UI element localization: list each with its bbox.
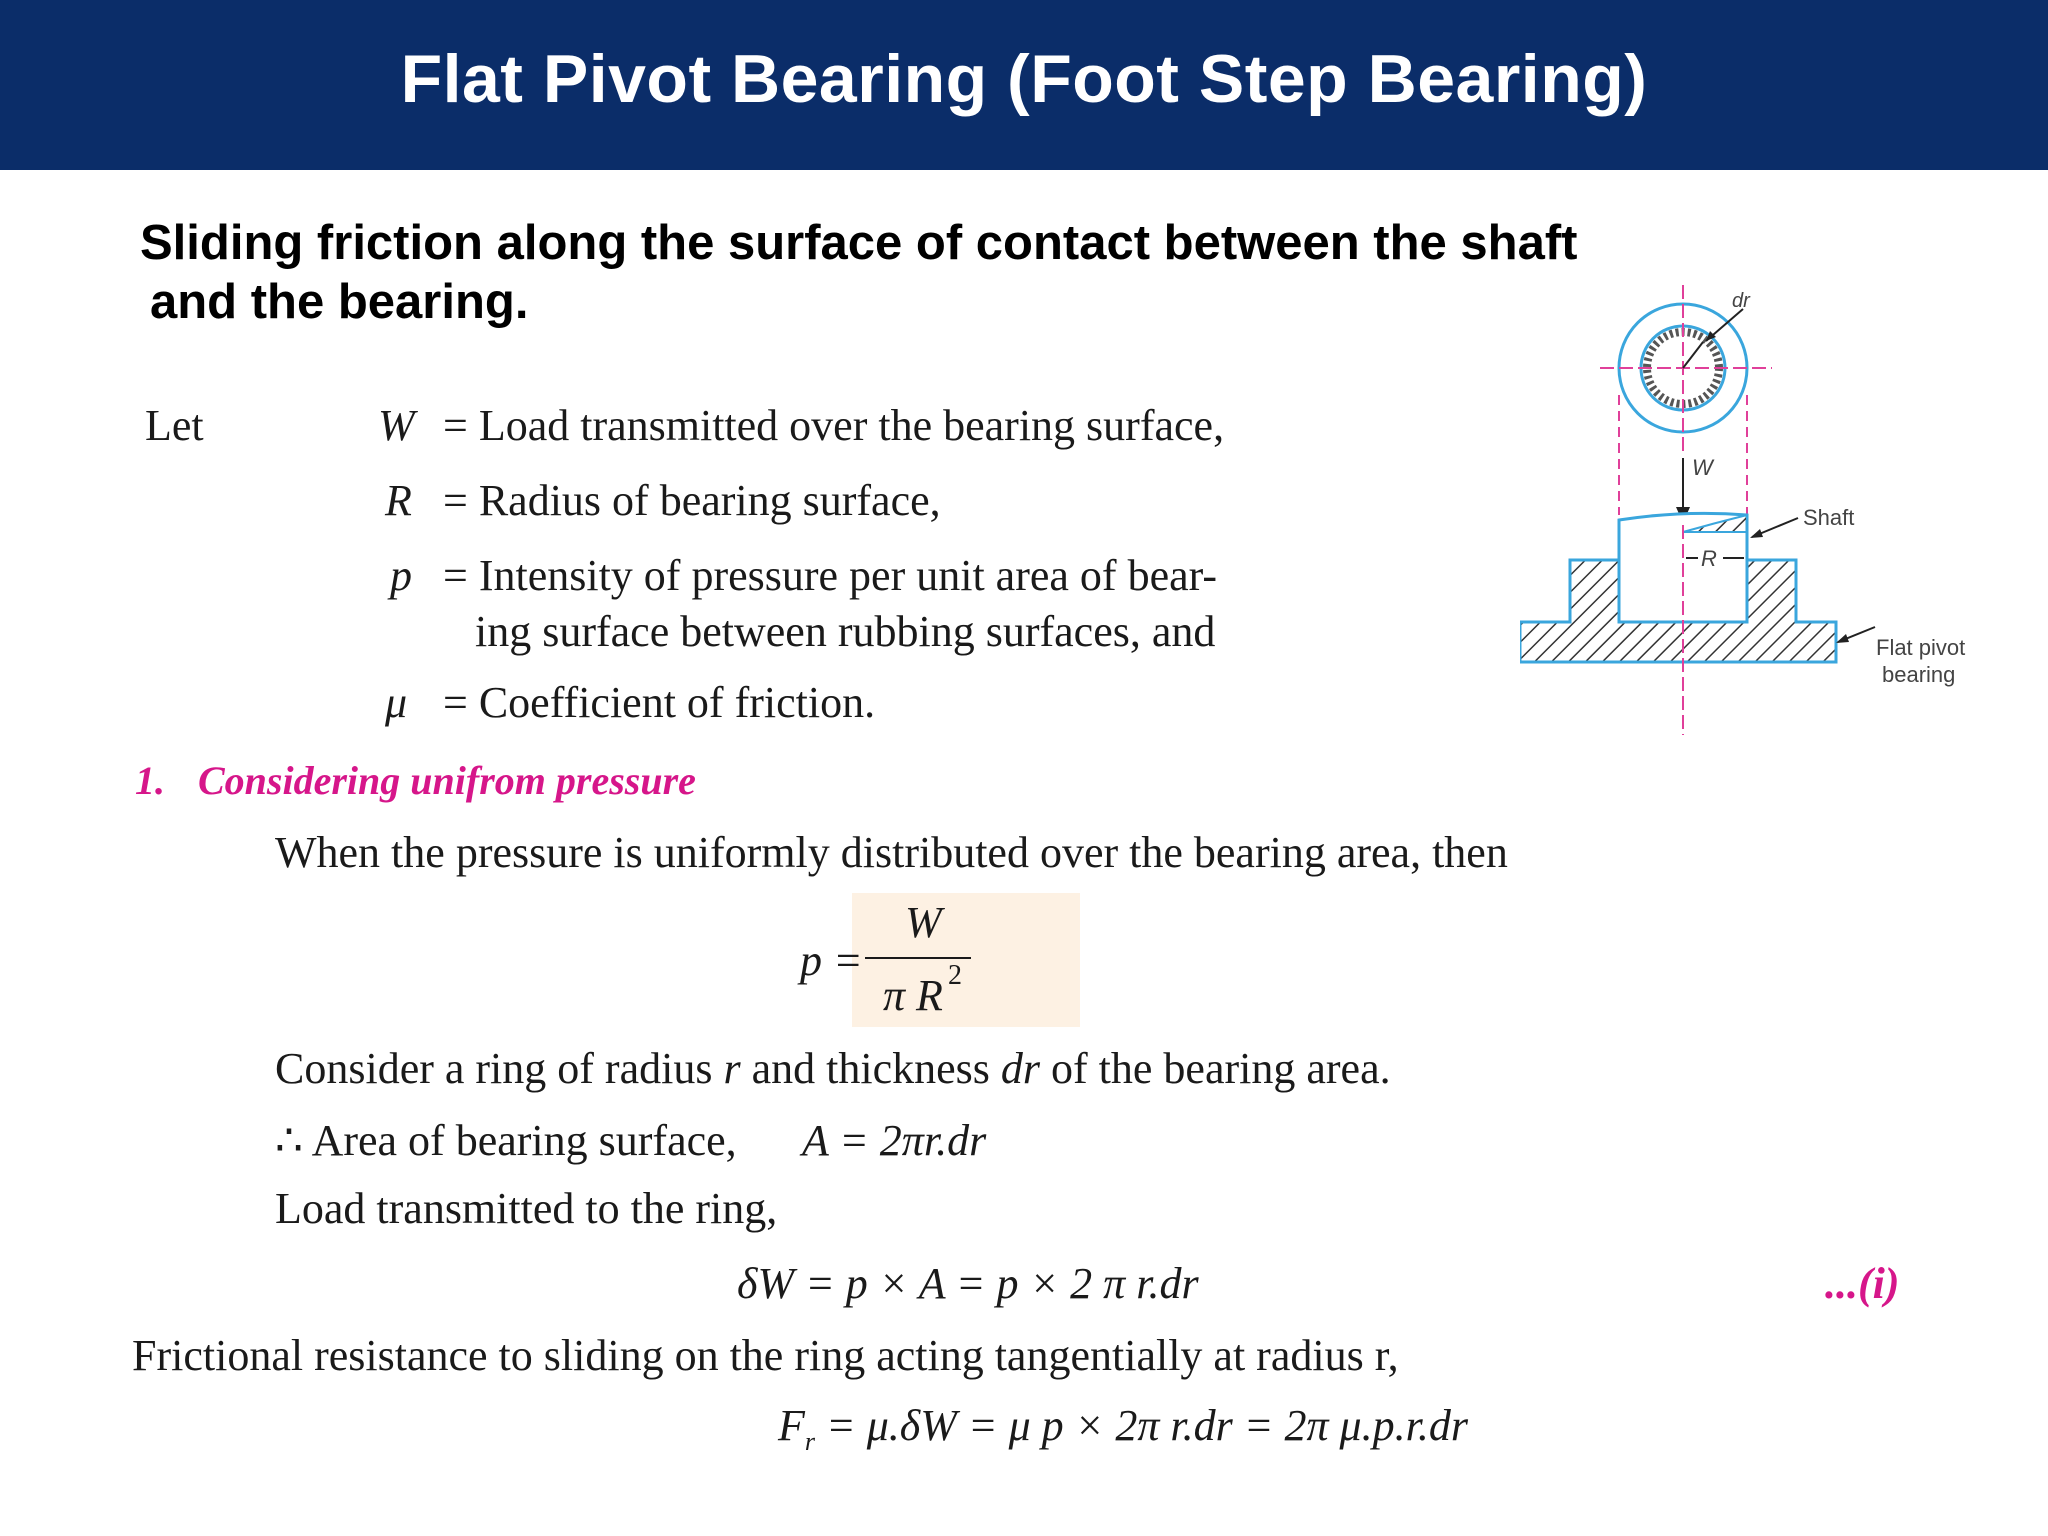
formula-p-denominator: π R <box>883 971 943 1020</box>
shaft-leader-head <box>1750 529 1763 538</box>
formula-p-exponent: 2 <box>948 960 962 991</box>
symbol-w: W <box>378 401 415 450</box>
section-number: 1. <box>135 758 165 803</box>
ring-sentence <box>275 1043 1391 1094</box>
label-w: W <box>1692 455 1713 480</box>
uniform-intro: When the pressure is uniformly distributed over the bearing area, then <box>275 828 1508 877</box>
title-bar <box>0 0 2048 170</box>
subtitle-line-1: Sliding friction along the surface of contact between the shaft <box>140 216 1578 270</box>
subtitle-line-2: and the bearing. <box>150 275 529 329</box>
load-line: Load transmitted to the ring, <box>275 1184 778 1233</box>
friction-formula <box>778 1400 1468 1457</box>
friction-formula-subscript: r <box>804 1426 816 1456</box>
symbol-r: R <box>385 476 412 525</box>
label-shaft: Shaft <box>1803 505 1855 530</box>
definition-w: = Load transmitted over the bearing surface, <box>443 401 1225 450</box>
bearing-leader-head <box>1836 634 1849 643</box>
ring-text-a: Consider a ring of radius <box>275 1044 713 1093</box>
ring-text-c: of the bearing area. <box>1051 1044 1391 1093</box>
label-dr: dr <box>1732 290 1750 312</box>
section-heading: Considering unifrom pressure <box>198 758 696 803</box>
ring-var-dr: dr <box>1000 1044 1041 1093</box>
fraction-bar <box>865 957 971 959</box>
symbol-p: p <box>390 551 412 600</box>
symbol-mu: μ <box>385 678 408 727</box>
equation-reference: ...(i) <box>1825 1259 1900 1308</box>
formula-p-numerator: W <box>905 898 942 947</box>
ring-var-r: r <box>723 1044 741 1093</box>
label-r: R <box>1701 546 1717 571</box>
area-formula: A = 2πr.dr <box>802 1116 987 1165</box>
friction-formula-lhs: F <box>778 1401 805 1450</box>
let-label: Let <box>145 401 204 450</box>
formula-p-lhs: p = <box>800 936 863 985</box>
friction-line: Frictional resistance to sliding on the ring acting tangentially at radius r, <box>132 1331 1399 1380</box>
load-formula: δW = p × A = p × 2 π r.dr <box>737 1259 1199 1308</box>
label-bearing-2: bearing <box>1882 662 1956 687</box>
area-line: ∴ Area of bearing surface, <box>275 1116 737 1165</box>
definition-p: = Intensity of pressure per unit area of bear- <box>443 551 1218 600</box>
ring-text-b: and thickness <box>751 1044 990 1093</box>
definition-r: = Radius of bearing surface, <box>443 476 941 525</box>
bearing-diagram <box>1520 285 2020 745</box>
definition-mu: = Coefficient of friction. <box>443 678 876 727</box>
label-bearing-1: Flat pivot <box>1876 635 1966 660</box>
friction-formula-rhs: = μ.δW = μ p × 2π r.dr = 2π μ.p.r.dr <box>815 1401 1468 1450</box>
slide-title: Flat Pivot Bearing (Foot Step Bearing) <box>400 41 1648 117</box>
definition-p-continued: ing surface between rubbing surfaces, and <box>475 607 1216 656</box>
